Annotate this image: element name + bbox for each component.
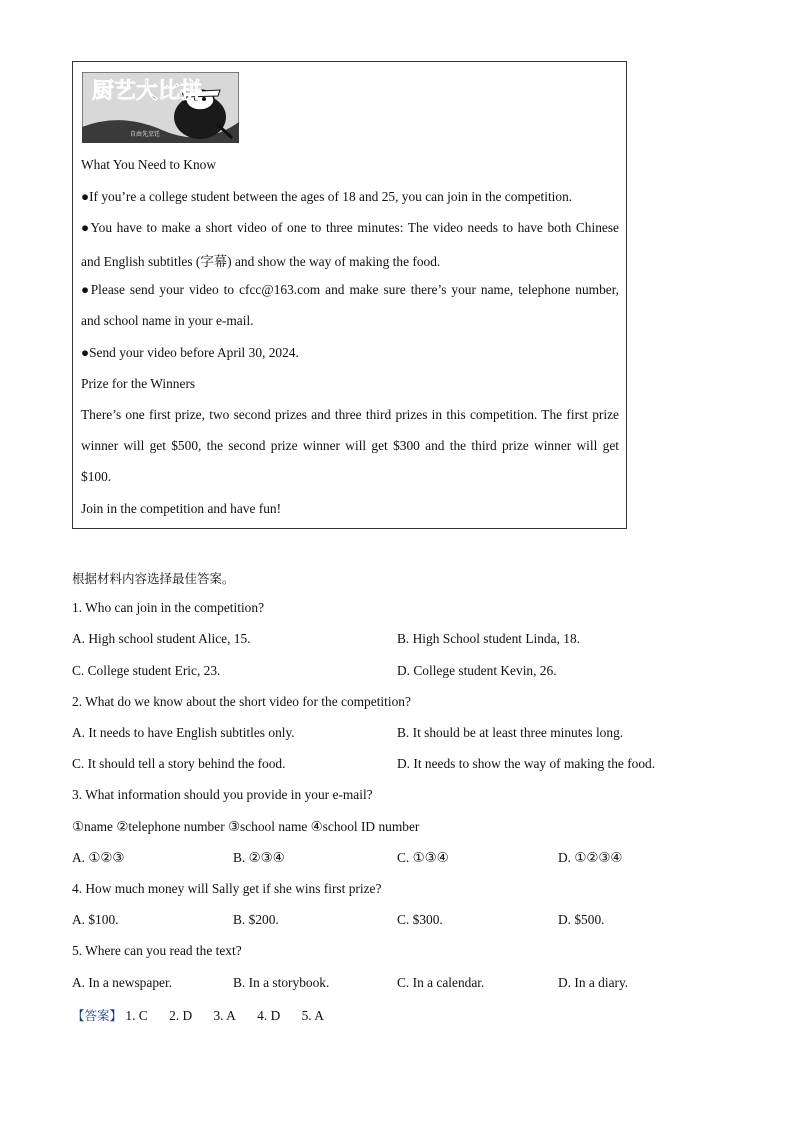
answer-5: 5. A [301,1008,324,1023]
answer-key-items [125,1008,342,1023]
svg-text:自由先烹饪: 自由先烹饪 [130,131,161,138]
question-3-option-b[interactable]: B. ②③④ [233,850,285,865]
contest-logo-image [82,72,239,143]
question-5-option-d[interactable]: D. In a diary. [558,975,629,990]
question-4-option-a[interactable]: A. $100. [72,912,119,927]
notice-bullet-age: ●If you’re a college student between the ages of 18 and 25, you can join in the competition. [81,189,573,204]
question-3-choices: ①name ②telephone number ③school name ④school ID number [72,819,420,834]
notice-prize-1: There’s one first prize, two second prizes and three third prizes in this competition. The first prize [81,407,619,422]
notice-heading-know: What You Need to Know [81,157,217,172]
question-5-stem: 5. Where can you read the text? [72,943,242,958]
question-2-option-a[interactable]: A. It needs to have English subtitles only. [72,725,295,740]
question-5-option-c[interactable]: C. In a calendar. [397,975,485,990]
question-1-option-a[interactable]: A. High school student Alice, 15. [72,631,251,646]
answer-2: 2. D [169,1008,193,1023]
notice-heading-prize: Prize for the Winners [81,376,196,391]
question-3-stem: 3. What information should you provide in your e-mail? [72,787,373,802]
answer-key-label: 【答案】 [72,1008,123,1023]
question-1-stem: 1. Who can join in the competition? [72,600,265,615]
instructions: 根据材料内容选择最佳答案。 [72,571,235,586]
question-4-option-c[interactable]: C. $300. [397,912,443,927]
question-2-stem: 2. What do we know about the short video for the competition? [72,694,411,709]
question-2-option-c[interactable]: C. It should tell a story behind the food. [72,756,286,771]
question-4-stem: 4. How much money will Sally get if she wins first prize? [72,881,382,896]
question-2-option-d[interactable]: D. It needs to show the way of making the food. [397,756,656,771]
notice-bullet-deadline: ●Send your video before April 30, 2024. [81,345,299,360]
question-3-option-a[interactable]: A. ①②③ [72,850,125,865]
notice-closing: Join in the competition and have fun! [81,501,282,516]
notice-bullet-email-1: ●Please send your video to cfcc@163.com and make sure there’s your name, telephone number, [81,282,619,297]
question-4-option-d[interactable]: D. $500. [558,912,605,927]
answer-1: 1. C [125,1008,148,1023]
question-3-option-d[interactable]: D. ①②③④ [558,850,623,865]
question-4-option-b[interactable]: B. $200. [233,912,279,927]
question-1-option-b[interactable]: B. High School student Linda, 18. [397,631,580,646]
question-1-option-d[interactable]: D. College student Kevin, 26. [397,663,557,678]
notice-bullet-video-2: and English subtitles (字幕) and show the way of making the food. [81,254,441,269]
question-5-option-b[interactable]: B. In a storybook. [233,975,330,990]
question-1-option-c[interactable]: C. College student Eric, 23. [72,663,221,678]
answer-key-row [72,1006,342,1024]
answer-3: 3. A [213,1008,236,1023]
answer-4: 4. D [257,1008,281,1023]
svg-text:厨艺大比拼: 厨艺大比拼 [92,79,203,104]
notice-bullet-video-1: ●You have to make a short video of one to three minutes: The video needs to have both Chinese [81,220,619,235]
question-5-option-a[interactable]: A. In a newspaper. [72,975,173,990]
question-3-option-c[interactable]: C. ①③④ [397,850,449,865]
notice-prize-2: winner will get $500, the second prize winner will get $300 and the third prize winner will get [81,438,619,453]
notice-prize-3: $100. [81,469,112,484]
question-2-option-b[interactable]: B. It should be at least three minutes long. [397,725,624,740]
notice-bullet-email-2: and school name in your e-mail. [81,313,254,328]
